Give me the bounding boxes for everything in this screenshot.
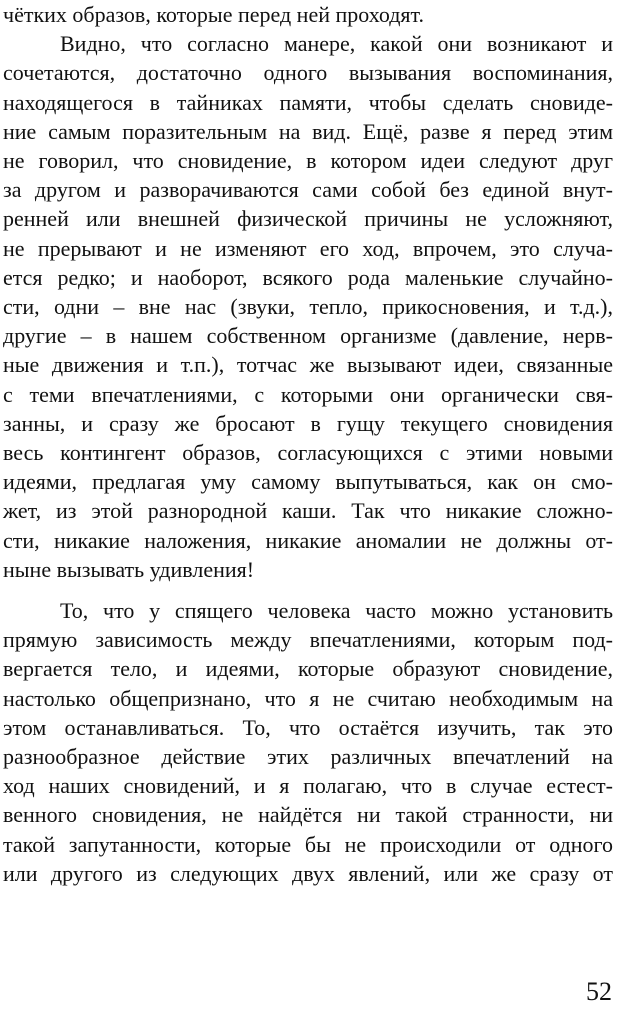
text-line: сочетаются, достаточно одного вызывания воспоминания, (3, 60, 613, 86)
text-line: с теми впечатлениями, с которыми они органически свя- (3, 381, 613, 407)
text-line: весь контингент образов, согласующихся с этими новыми (3, 440, 613, 465)
text-line: жет, из этой разнородной каши. Так что никакие сложно- (3, 498, 613, 524)
text-line: ние самым поразительным на вид. Ещё, разве я перед этим (3, 118, 613, 144)
text-line: ется редко; и наоборот, всякого рода маленькие случайно- (3, 264, 613, 290)
text-line: разнообразное действие этих различных впечатлений на (3, 744, 613, 769)
text-line: ные движения и т.п.), тотчас же вызывают идеи, связанные (3, 352, 613, 378)
text-line: прямую зависимость между впечатлениями, которым под- (3, 627, 613, 653)
text-line: идеями, предлагая уму самому выпутываться, как он смо- (3, 469, 613, 495)
page-number: 52 (586, 977, 612, 1006)
text-line: находящегося в тайниках памяти, чтобы сделать сновиде- (3, 89, 613, 115)
text-line: занны, и сразу же бросают в гущу текущего сновидения (3, 410, 613, 436)
text-line: чётких образов, которые перед ней проходят. (3, 2, 425, 27)
text-line: за другом и разворачиваются сами собой без единой внут- (3, 177, 613, 203)
text-line: ход наших сновидений, и я полагаю, что в случае естест- (3, 773, 613, 799)
paragraph-first-line: То, что у спящего человека часто можно установить (60, 598, 613, 623)
text-line: другие – в нашем собственном организме (давление, нерв- (3, 323, 613, 349)
text-line: не говорил, что сновидение, в котором идеи следуют друг (3, 148, 613, 173)
text-line: вергается тело, и идеями, которые образуют сновидение, (3, 656, 613, 682)
text-line: настолько общепризнано, что я не считаю необходимым на (3, 685, 613, 711)
paragraph-first-line: Видно, что согласно манере, какой они возникают и (60, 31, 613, 57)
text-line: не прерывают и не изменяют его ход, впрочем, это случа- (3, 235, 613, 261)
text-line: или другого из следующих двух явлений, или же сразу от (3, 860, 613, 886)
text-line: сти, никакие наложения, никакие аномалии не должны от- (3, 527, 613, 553)
text-line: этом останавливаться. То, что остаётся изучить, так это (3, 714, 613, 740)
text-line: венного сновидения, не найдётся ни такой странности, ни (3, 802, 613, 828)
text-line: сти, одни – вне нас (звуки, тепло, прикосновения, и т.д.), (3, 294, 613, 319)
text-line: ренней или внешней физической причины не усложняют, (3, 206, 613, 232)
text-line: ныне вызывать удивления! (3, 556, 255, 582)
text-line: такой запутанности, которые бы не происходили от одного (3, 831, 613, 857)
